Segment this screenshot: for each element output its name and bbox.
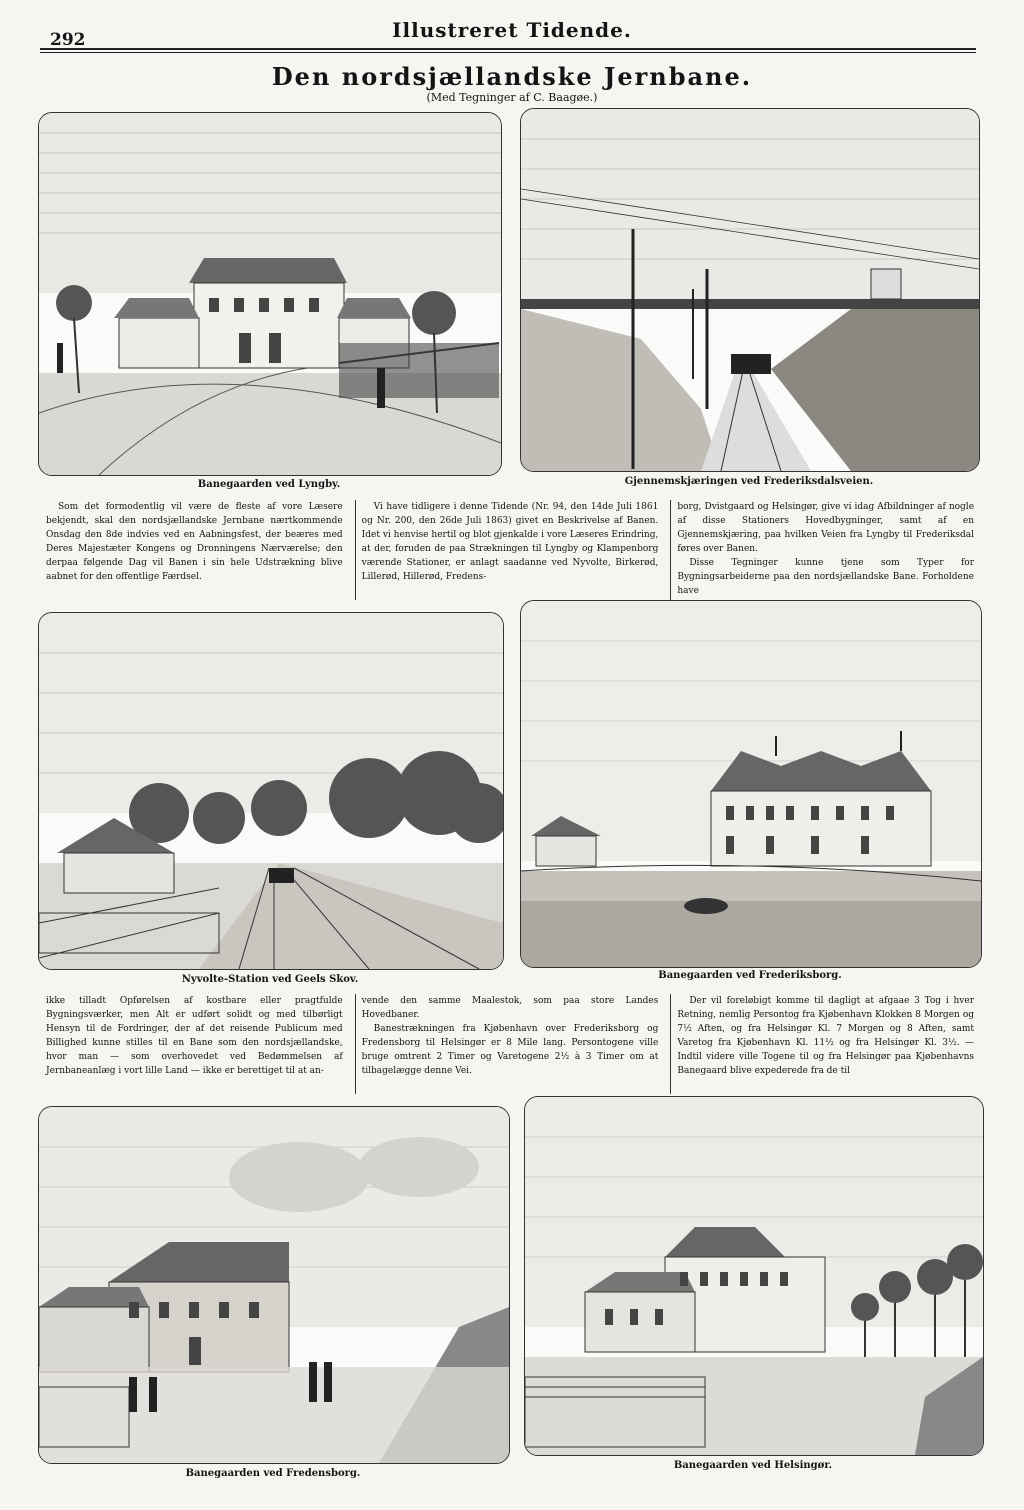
article-title: Den nordsjællandske Jernbane.	[271, 62, 753, 91]
paragraph: Vi have tidligere i denne Tidende (Nr. 94, den 14de Juli 1861 og Nr. 200, den 26de Juli 1863) givet en Beskrivelse af Banen. Idet vi henvise hertil og blot gjenkalde i vore Læseres Erindring, at der, foruden de paa Strækningen til Lyngby og Klampenborg værende Stationer, er anlagt saadanne ved Nyvolte, Birkerød, Lillerød, Hillerød, Fredens-	[361, 502, 659, 582]
caption-lyngby: Banegaarden ved Lyngby.	[197, 479, 341, 490]
article-subtitle: (Med Tegninger af C. Baagøe.)	[426, 91, 598, 104]
engraving-lyngby-station	[38, 112, 502, 476]
paragraph: vende den samme Maalestok, som paa store Landes Hovedbaner.	[361, 996, 659, 1020]
engraving-frederiksdal-cutting	[520, 108, 980, 472]
header-rule-thin	[40, 52, 976, 53]
masthead: Illustreret Tidende.	[392, 18, 632, 42]
caption-fredensborg: Banegaarden ved Fredensborg.	[185, 1468, 361, 1479]
paragraph: Banestrækningen fra Kjøbenhavn over Frederiksborg og Fredensborg til Helsingør er 8 Mile lang. Persontogene ville bruge omtrent 2 Timer og Varetogene 2½ à 3 Timer om at tilbagelægge denne Vei.	[361, 1024, 659, 1076]
paragraph: borg, Dvistgaard og Helsingør, give vi idag Afbildninger af nogle af disse Stationers Hovedbygninger, samt af en Gjennemskjæring, paa hvilken Veien fra Lyngby til Frederiksdal føres over Banen.	[677, 502, 975, 554]
article-text-lower	[40, 994, 980, 1094]
caption-frederiksborg: Banegaarden ved Frederiksborg.	[658, 970, 842, 981]
text-column-1	[40, 500, 349, 600]
text-column-1	[40, 994, 349, 1094]
text-column-2	[355, 500, 665, 600]
engraving-helsingor-station	[524, 1096, 984, 1456]
paragraph: ikke tilladt Opførelsen af kostbare eller pragtfulde Bygningsværker, men Alt er udført solidt og med tilbørligt Hensyn til de Fordringer, der af det reisende Publicum med Billighed kunne stilles til en Bane som den nordsjællandske, hvor man — som overhovedet ved Bedømmelsen af Jernbaneanlæg i vort lille Land — ikke er berettiget til at an-	[46, 996, 343, 1076]
engraving-frederiksborg-station	[520, 600, 982, 968]
paragraph: Som det formodentlig vil være de fleste af vore Læsere bekjendt, skal den nordsjællandske Jernbane nærtkommende Onsdag den 8de indvies ved en Aabningsfest, der beæres med Deres Majestæter Kongens og Dronningens Nærværelse; den derpaa følgende Dag vil Banen i sin hele Udstrækning blive aabnet for den offentlige Færdsel.	[46, 502, 343, 582]
caption-frederiksdal: Gjennemskjæringen ved Frederiksdalsveien.	[624, 476, 874, 487]
engraving-nyvolte-station	[38, 612, 504, 970]
text-column-3	[670, 994, 980, 1094]
header-rule	[40, 48, 976, 50]
paragraph: Disse Tegninger kunne tjene som Typer for Bygningsarbeiderne paa den nordsjællandske Bane. Forholdene have	[677, 558, 975, 596]
caption-helsingor: Banegaarden ved Helsingør.	[673, 1460, 833, 1471]
engraving-fredensborg-station	[38, 1106, 510, 1464]
text-column-3	[670, 500, 980, 600]
caption-nyvolte: Nyvolte-Station ved Geels Skov.	[181, 974, 359, 985]
paragraph: Der vil foreløbigt komme til dagligt at afgaae 3 Tog i hver Retning, nemlig Persontog fra Kjøbenhavn Klokken 8 Morgen og 7½ Aften, og fra Helsingør Kl. 7 Morgen og 8 Aften, samt Varetog fra Kjøbenhavn Kl. 11½ og fra Helsingør Kl. 3½. — Indtil videre ville Togene til og fra Helsingør paa Kjøbenhavns Banegaard blive expederede fra de til	[677, 996, 975, 1076]
text-column-2	[355, 994, 665, 1094]
page-number: 292	[50, 30, 86, 50]
article-text-upper	[40, 500, 980, 600]
